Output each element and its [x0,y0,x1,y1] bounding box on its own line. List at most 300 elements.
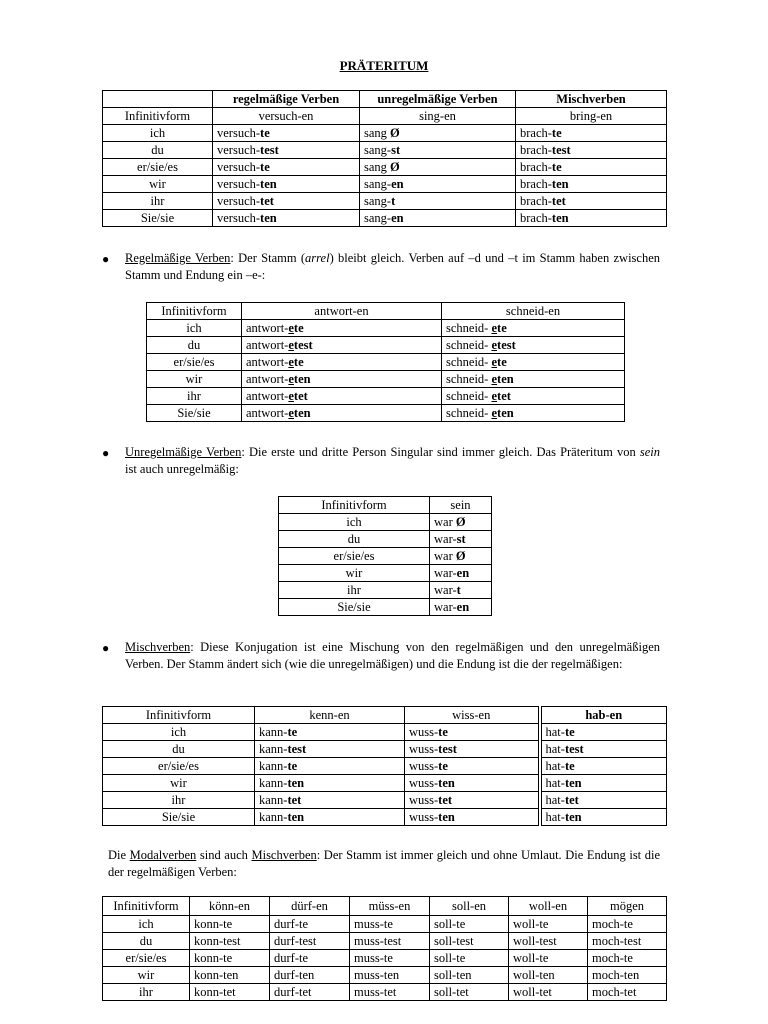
table-row [147,405,625,422]
verb-form-cell: durf-tet [270,984,350,1001]
person-cell: Infinitivform [103,108,213,125]
header-haben: hab-en [540,707,667,724]
verb-form-cell [360,193,516,210]
verb-form-cell: durf-te [270,950,350,967]
verb-form-cell: konn-ten [190,967,270,984]
verb-form-cell: moch-te [588,950,667,967]
verb-stem: wuss- [409,776,439,790]
verb-stem: schneid- [446,338,492,352]
conjugation-table-overview [102,90,667,227]
verb-form-cell [442,337,625,354]
verb-form-cell [213,176,360,193]
para4-text: sind auch [196,848,252,862]
header-regelmaessige: regelmäßige Verben [213,91,360,108]
connecting-vowel: e [491,389,498,403]
verb-ending: te [497,321,507,335]
verb-ending: tet [497,389,511,403]
person-cell: Sie/sie [103,809,255,826]
verb-stem: brach- [520,177,552,191]
verb-ending: ten [497,406,514,420]
verb-form-cell [442,371,625,388]
person-cell: Sie/sie [103,210,213,227]
infinitive-cell: bring-en [516,108,667,125]
header-wissen: wiss-en [405,707,540,724]
verb-form-cell [540,809,667,826]
table-row [279,514,492,531]
header-kennen: kenn-en [255,707,405,724]
table2-body [147,320,625,422]
table-row [103,950,667,967]
verb-ending: test [260,143,279,157]
verb-form-cell: woll-test [509,933,588,950]
person-cell: er/sie/es [103,758,255,775]
header-empty [103,91,213,108]
verb-form-cell: konn-te [190,916,270,933]
verb-stem: antwort- [246,389,289,403]
verb-form-cell [405,775,540,792]
table-row [279,531,492,548]
verb-form-cell: woll-te [509,916,588,933]
verb-ending: te [551,160,562,174]
verb-form-cell: muss-test [350,933,430,950]
verb-form-cell: muss-ten [350,967,430,984]
table-row [103,967,667,984]
verb-ending: ten [438,776,455,790]
verb-form-cell [255,809,405,826]
verb-form-cell: woll-te [509,950,588,967]
verb-form-cell [405,792,540,809]
person-cell: Sie/sie [147,405,242,422]
person-cell: ihr [147,388,242,405]
person-cell: ihr [279,582,430,599]
connecting-vowel: e [288,389,294,403]
verb-ending: en [391,211,404,225]
verb-form-cell [255,775,405,792]
paragraph-mischverben [125,639,660,673]
table-row [103,933,667,950]
header-schneiden: schneid-en [442,303,625,320]
verb-stem: war- [434,532,457,546]
verb-ending: test [564,742,584,756]
verb-ending: ten [438,810,455,824]
verb-stem: brach- [520,211,552,225]
table-row [103,758,667,775]
verb-form-cell: durf-te [270,916,350,933]
table-row [103,159,667,176]
verb-stem: hat- [545,810,565,824]
verb-form-cell: konn-test [190,933,270,950]
bullet-icon: ● [102,252,110,266]
verb-stem: wuss- [409,742,439,756]
verb-form-cell [360,176,516,193]
verb-form-cell: muss-te [350,916,430,933]
verb-stem: kann- [259,810,288,824]
verb-ending: te [293,355,304,369]
verb-form-cell: durf-ten [270,967,350,984]
verb-stem: antwort- [246,355,289,369]
verb-ending: te [551,126,562,140]
verb-form-cell: moch-te [588,916,667,933]
table-row [103,809,667,826]
table-row [103,176,667,193]
verb-ending: Ø [455,515,466,529]
para1-text: : Der Stamm ( [230,251,306,265]
person-cell: wir [103,176,213,193]
verb-stem: sang [364,160,391,174]
verb-ending: test [551,143,571,157]
verb-stem: wuss- [409,793,439,807]
para4-text-end: : Der Stamm ist immer gleich und ohne Umlaut. Die Endung ist die der regelmäßigen Verben: [108,848,661,879]
verb-ending: en [456,600,470,614]
verb-form-cell: konn-te [190,950,270,967]
table3-body [279,514,492,616]
verb-form-cell [242,354,442,371]
verb-stem: hat- [545,793,565,807]
header-duerfen: dürf-en [270,897,350,916]
verb-ending: tet [260,194,274,208]
conjugation-table-modal [102,896,667,1001]
table-row [147,371,625,388]
connecting-vowel: e [491,338,498,352]
verb-form-cell [242,320,442,337]
person-cell: wir [103,775,255,792]
header-moegen: mögen [588,897,667,916]
paragraph-regelmaessige [125,250,660,284]
verb-stem: wuss- [409,725,439,739]
verb-form-cell [360,210,516,227]
verb-form-cell [516,193,667,210]
person-cell: du [103,933,190,950]
verb-form-cell: soll-test [430,933,509,950]
person-cell: ich [147,320,242,337]
verb-form-cell: soll-tet [430,984,509,1001]
verb-form-cell [242,405,442,422]
verb-stem: antwort- [246,338,289,352]
infinitive-cell: versuch-en [213,108,360,125]
connecting-vowel: e [491,406,498,420]
verb-ending: te [564,725,575,739]
table-row [279,548,492,565]
verb-form-cell [360,125,516,142]
verb-ending: ten [293,372,311,386]
header-muessen: müss-en [350,897,430,916]
verb-stem: brach- [520,143,552,157]
para1-text-end: ) bleibt gleich. Verben auf –d und –t im Stamm haben zwischen Stamm und Endung ein –e-: [125,251,661,282]
verb-ending: te [287,759,298,773]
verb-form-cell [405,758,540,775]
term-unregelmaessige: Unregelmäßige Verben [125,445,242,459]
verb-stem: kann- [259,759,288,773]
verb-form-cell [405,809,540,826]
verb-ending: tet [287,793,302,807]
conjugation-table-mixed [102,706,667,826]
verb-stem: versuch- [217,194,261,208]
verb-ending: ten [497,372,514,386]
verb-form-cell: soll-te [430,916,509,933]
table-row [147,354,625,371]
table-row [147,320,625,337]
person-cell: ihr [103,792,255,809]
verb-ending: ten [287,810,305,824]
person-cell: du [147,337,242,354]
verb-stem: versuch- [217,126,261,140]
verb-ending: te [438,725,448,739]
verb-ending: en [456,566,470,580]
verb-stem: war- [434,583,457,597]
verb-ending: t [456,583,461,597]
person-cell: ich [279,514,430,531]
verb-ending: test [287,742,307,756]
verb-form-cell [442,354,625,371]
verb-stem: kann- [259,793,288,807]
verb-form-cell [540,792,667,809]
verb-form-cell [430,582,492,599]
header-infinitivform: Infinitivform [103,707,255,724]
verb-stem: versuch- [217,211,261,225]
verb-form-cell: durf-test [270,933,350,950]
verb-form-cell [255,741,405,758]
verb-form-cell [213,142,360,159]
verb-stem: sang- [364,194,392,208]
verb-ending: te [497,355,507,369]
verb-form-cell [213,159,360,176]
table-row [103,916,667,933]
term-regelmaessige: Regelmäßige Verben [125,251,231,265]
para3-text: : Diese Konjugation ist eine Mischung von den regelmäßigen und den unregelmäßigen Verben. Der Stamm ändert sich (wie die unregelmäßigen) und die Endung ist die der regelmäßigen: [125,640,660,671]
verb-stem: war- [434,566,457,580]
verb-form-cell [540,724,667,741]
person-cell: ich [103,916,190,933]
verb-stem: antwort- [246,321,289,335]
table-row [103,193,667,210]
verb-form-cell [430,548,492,565]
para2-text-end: ist auch unregelmäßig: [125,462,239,476]
verb-stem: hat- [545,776,565,790]
verb-form-cell [405,724,540,741]
verb-ending: st [391,143,401,157]
connecting-vowel: e [288,372,294,386]
verb-ending: ten [564,810,582,824]
conjugation-table-sein [278,496,492,616]
person-cell: Sie/sie [279,599,430,616]
verb-form-cell: moch-tet [588,984,667,1001]
connecting-vowel: e [288,355,294,369]
verb-form-cell [430,531,492,548]
person-cell: er/sie/es [103,950,190,967]
verb-ending: te [260,160,270,174]
header-infinitivform: Infinitivform [147,303,242,320]
verb-form-cell [213,210,360,227]
verb-stem: schneid- [446,389,492,403]
verb-form-cell [442,388,625,405]
verb-ending: ten [287,776,305,790]
person-cell: wir [147,371,242,388]
table1-body [103,108,667,227]
verb-ending: ten [260,211,277,225]
table-row [103,724,667,741]
table-row [103,142,667,159]
para2-emphasis: sein [639,445,660,459]
header-sollen: soll-en [430,897,509,916]
verb-form-cell [242,388,442,405]
verb-form-cell [255,792,405,809]
person-cell: ich [103,125,213,142]
table4-body [103,724,667,826]
verb-stem: war [434,515,456,529]
verb-stem: war- [434,600,457,614]
person-cell: ich [103,724,255,741]
verb-form-cell [516,176,667,193]
header-koennen: könn-en [190,897,270,916]
para1-emphasis: arrel [305,251,330,265]
verb-ending: ten [293,406,311,420]
verb-form-cell [430,565,492,582]
verb-stem: wuss- [409,759,439,773]
table-row [103,775,667,792]
verb-form-cell [213,193,360,210]
table-row [103,125,667,142]
verb-stem: antwort- [246,372,289,386]
header-wollen: woll-en [509,897,588,916]
para4-text-start: Die [108,848,130,862]
table-row [147,388,625,405]
verb-ending: Ø [390,160,400,174]
table5-body [103,916,667,1001]
verb-ending: ten [551,211,569,225]
verb-ending: en [391,177,404,191]
verb-form-cell [430,514,492,531]
verb-stem: brach- [520,160,552,174]
page-title: PRÄTERITUM [339,58,429,73]
verb-form-cell [540,758,667,775]
verb-ending: tet [293,389,308,403]
verb-form-cell: moch-ten [588,967,667,984]
person-cell: er/sie/es [279,548,430,565]
person-cell: ihr [103,984,190,1001]
conjugation-table-regular [146,302,625,422]
verb-form-cell [442,405,625,422]
person-cell: wir [103,967,190,984]
verb-ending: Ø [390,126,400,140]
table-row [279,599,492,616]
verb-ending: test [497,338,516,352]
verb-stem: schneid- [446,372,492,386]
person-cell: er/sie/es [147,354,242,371]
table-row [103,210,667,227]
verb-stem: versuch- [217,160,261,174]
verb-stem: schneid- [446,321,492,335]
verb-ending: tet [551,194,566,208]
verb-form-cell [540,775,667,792]
term-modalverben: Modalverben [129,848,197,862]
verb-form-cell [430,599,492,616]
verb-stem: sang- [364,177,392,191]
paragraph-modalverben [108,847,660,881]
verb-stem: schneid- [446,355,492,369]
header-infinitivform: Infinitivform [103,897,190,916]
person-cell: ihr [103,193,213,210]
verb-ending: t [391,194,396,208]
verb-stem: brach- [520,194,552,208]
verb-stem: hat- [545,725,565,739]
verb-ending: st [456,532,466,546]
connecting-vowel: e [288,338,294,352]
para2-text: : Die erste und dritte Person Singular sind immer gleich. Das Präteritum von [241,445,640,459]
verb-form-cell [242,337,442,354]
header-mischverben: Mischverben [516,91,667,108]
connecting-vowel: e [288,406,294,420]
verb-ending: ten [260,177,277,191]
verb-form-cell: woll-tet [509,984,588,1001]
verb-ending: tet [438,793,453,807]
verb-form-cell: woll-ten [509,967,588,984]
header-antworten: antwort-en [242,303,442,320]
person-cell: du [103,142,213,159]
verb-stem: sang [364,126,391,140]
verb-form-cell [516,142,667,159]
verb-form-cell [405,741,540,758]
verb-stem: versuch- [217,177,261,191]
person-cell: er/sie/es [103,159,213,176]
verb-stem: war [434,549,456,563]
verb-stem: wuss- [409,810,439,824]
verb-ending: te [287,725,298,739]
infinitive-cell: sing-en [360,108,516,125]
verb-stem: versuch- [217,143,261,157]
table-row [103,984,667,1001]
verb-form-cell [540,741,667,758]
verb-stem: hat- [545,759,565,773]
verb-form-cell [360,142,516,159]
connecting-vowel: e [288,321,294,335]
verb-form-cell [242,371,442,388]
verb-stem: antwort- [246,406,289,420]
header-unregelmaessige: unregelmäßige Verben [360,91,516,108]
verb-ending: tet [564,793,579,807]
verb-stem: kann- [259,725,288,739]
verb-form-cell [255,724,405,741]
table-row [103,108,667,125]
table-row [103,792,667,809]
person-cell: wir [279,565,430,582]
verb-ending: te [260,126,270,140]
verb-stem: hat- [545,742,565,756]
verb-form-cell [516,125,667,142]
verb-form-cell: soll-te [430,950,509,967]
verb-form-cell: konn-tet [190,984,270,1001]
verb-stem: kann- [259,742,288,756]
verb-ending: te [564,759,575,773]
header-infinitivform: Infinitivform [279,497,430,514]
verb-stem: brach- [520,126,552,140]
verb-ending: test [293,338,313,352]
person-cell: du [279,531,430,548]
verb-form-cell [516,210,667,227]
bullet-icon: ● [102,641,110,655]
table-row [279,582,492,599]
verb-stem: sang- [364,211,392,225]
table-row [279,565,492,582]
verb-form-cell [516,159,667,176]
connecting-vowel: e [491,355,498,369]
verb-ending: Ø [455,549,466,563]
term-mischverben-2: Mischverben [251,848,317,862]
verb-ending: test [438,742,457,756]
header-sein: sein [430,497,492,514]
verb-stem: sang- [364,143,392,157]
verb-form-cell [255,758,405,775]
verb-stem: schneid- [446,406,492,420]
